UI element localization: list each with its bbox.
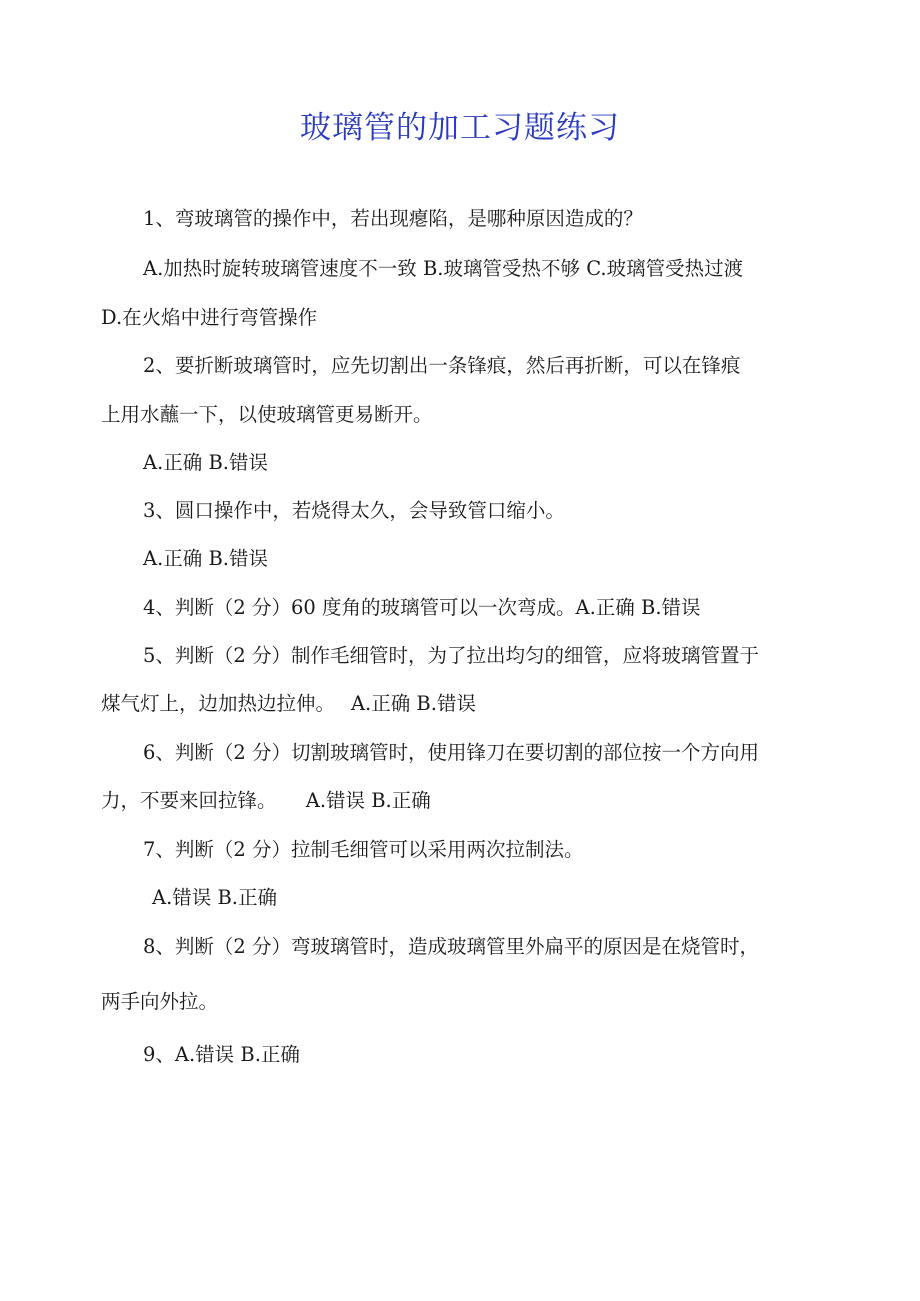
question-1-options: A.加热时旋转玻璃管速度不一致 B.玻璃管受热不够 C.玻璃管受热过渡 (143, 257, 744, 280)
question-7-stem: 7、判断（2 分）拉制毛细管可以采用两次拉制法。 (143, 838, 584, 861)
question-2-stem-cont: 上用水蘸一下，以使玻璃管更易断开。 (101, 403, 433, 426)
question-8-stem-cont: 两手向外拉。 (101, 990, 219, 1013)
question-2-stem: 2、要折断玻璃管时，应先切割出一条锋痕，然后再折断，可以在锋痕 (143, 354, 741, 377)
question-1-options-cont: D.在火焰中进行弯管操作 (101, 306, 318, 329)
question-3-stem: 3、圆口操作中，若烧得太久，会导致管口缩小。 (143, 499, 565, 522)
question-6-stem-cont: 力，不要来回拉锋。 A.错误 B.正确 (101, 789, 431, 812)
question-8-stem: 8、判断（2 分）弯玻璃管时，造成玻璃管里外扁平的原因是在烧管时， (143, 935, 760, 958)
question-1-stem: 1、弯玻璃管的操作中，若出现瘪陷，是哪种原因造成的？ (143, 207, 643, 230)
question-4-stem: 4、判断（2 分）60 度角的玻璃管可以一次弯成。A.正确 B.错误 (143, 596, 701, 619)
question-3-options: A.正确 B.错误 (143, 547, 269, 570)
question-2-options: A.正确 B.错误 (143, 451, 269, 474)
document-title: 玻璃管的加工习题练习 (300, 110, 620, 146)
question-9-options: 9、A.错误 B.正确 (143, 1043, 300, 1066)
question-7-options: A.错误 B.正确 (152, 886, 278, 909)
question-5-stem: 5、判断（2 分）制作毛细管时，为了拉出均匀的细管，应将玻璃管置于 (143, 644, 760, 667)
question-6-stem: 6、判断（2 分）切割玻璃管时，使用锋刀在要切割的部位按一个方向用 (143, 741, 760, 764)
question-5-stem-cont: 煤气灯上，边加热边拉伸。 A.正确 B.错误 (101, 692, 476, 715)
